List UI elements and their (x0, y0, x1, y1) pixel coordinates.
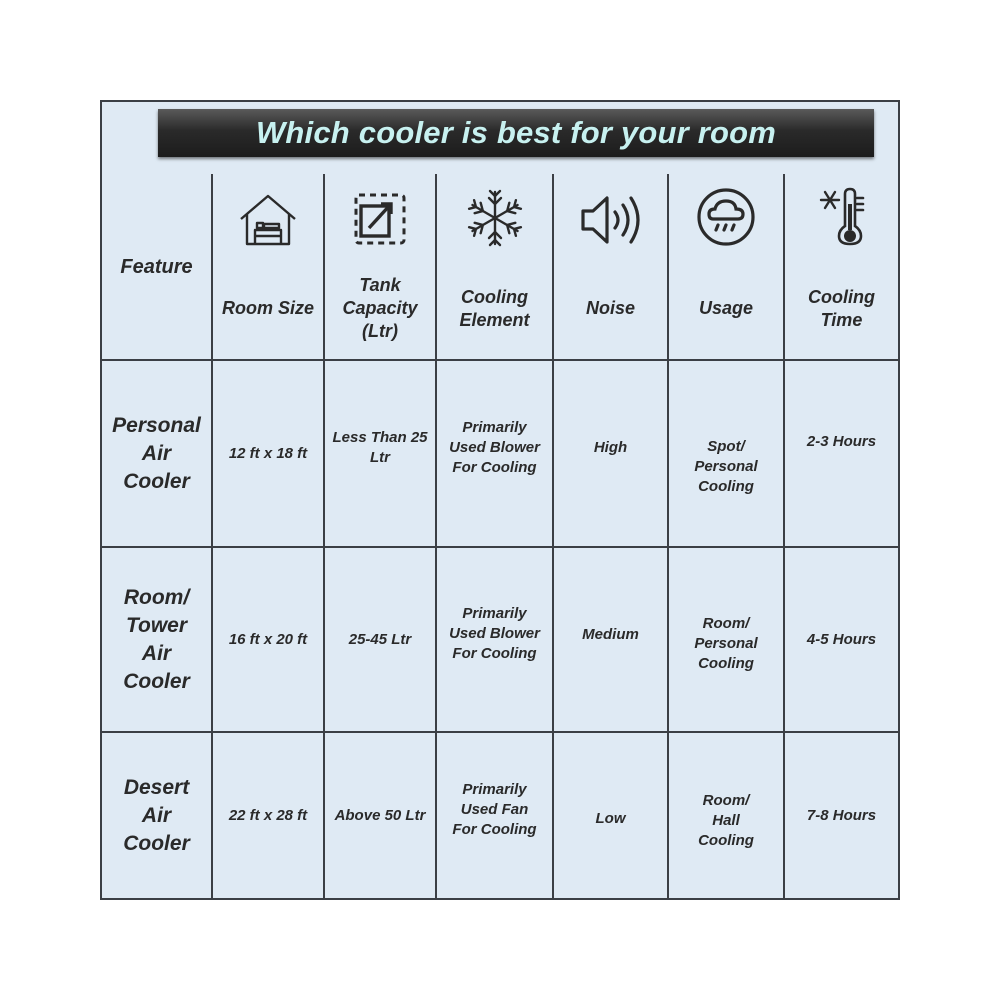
page-title: Which cooler is best for your room (255, 115, 777, 150)
header-cell-cooling-element (436, 174, 553, 360)
header-label-room-size: Room Size (221, 298, 314, 318)
row-label-cell (102, 360, 212, 547)
table-row (102, 360, 898, 547)
feature-label: Feature (120, 255, 193, 278)
header-label-cooling-time: Cooling Time (808, 286, 875, 330)
cell-noise: High (553, 360, 668, 547)
cell-cooling-time: 4-5 Hours (784, 547, 898, 732)
comparison-table (102, 174, 898, 898)
comparison-chart (100, 100, 900, 900)
header-label-tank-capacity: Tank Capacity (Ltr) (342, 275, 418, 341)
cell-usage: Room/ Hall Cooling (668, 732, 784, 898)
feature-header-cell (102, 174, 212, 360)
cell-tank-capacity: 25-45 Ltr (324, 547, 436, 732)
title-row (102, 102, 898, 176)
table-row (102, 547, 898, 732)
cell-tank-capacity: Above 50 Ltr (324, 732, 436, 898)
header-label-noise: Noise (585, 298, 636, 318)
header-label-cooling-element: Cooling Element (459, 286, 530, 330)
row-label-cell (102, 547, 212, 732)
cell-room-size: 12 ft x 18 ft (212, 360, 324, 547)
header-row (102, 174, 898, 360)
thermometer-snow-icon (817, 186, 867, 248)
row-label: Desert Air Cooler (123, 775, 190, 855)
title-banner (158, 109, 874, 157)
cell-cooling-element: Primarily Used Blower For Cooling (436, 547, 553, 732)
row-label: Personal Air Cooler (112, 413, 201, 493)
header-cell-noise (553, 174, 668, 360)
cell-room-size: 16 ft x 20 ft (212, 547, 324, 732)
cell-cooling-time: 7-8 Hours (784, 732, 898, 898)
header-cell-cooling-time (784, 174, 898, 360)
cell-usage: Spot/ Personal Cooling (668, 360, 784, 547)
cell-room-size: 22 ft x 28 ft (212, 732, 324, 898)
table-row (102, 732, 898, 898)
cell-noise: Medium (553, 547, 668, 732)
speaker-icon (578, 192, 644, 248)
header-cell-usage (668, 174, 784, 360)
row-label-cell (102, 732, 212, 898)
tank-capacity-icon (351, 190, 409, 248)
cell-noise: Low (553, 732, 668, 898)
cell-cooling-time: 2-3 Hours (784, 360, 898, 547)
header-cell-room-size (212, 174, 324, 360)
header-label-usage: Usage (698, 298, 754, 318)
cell-cooling-element: Primarily Used Fan For Cooling (436, 732, 553, 898)
house-bed-icon (237, 192, 299, 248)
row-label: Room/ Tower Air Cooler (123, 585, 190, 693)
snowflake-icon (465, 188, 525, 248)
header-cell-tank-capacity (324, 174, 436, 360)
cell-usage: Room/ Personal Cooling (668, 547, 784, 732)
weather-cloud-icon (695, 186, 757, 248)
cell-tank-capacity: Less Than 25 Ltr (324, 360, 436, 547)
cell-cooling-element: Primarily Used Blower For Cooling (436, 360, 553, 547)
